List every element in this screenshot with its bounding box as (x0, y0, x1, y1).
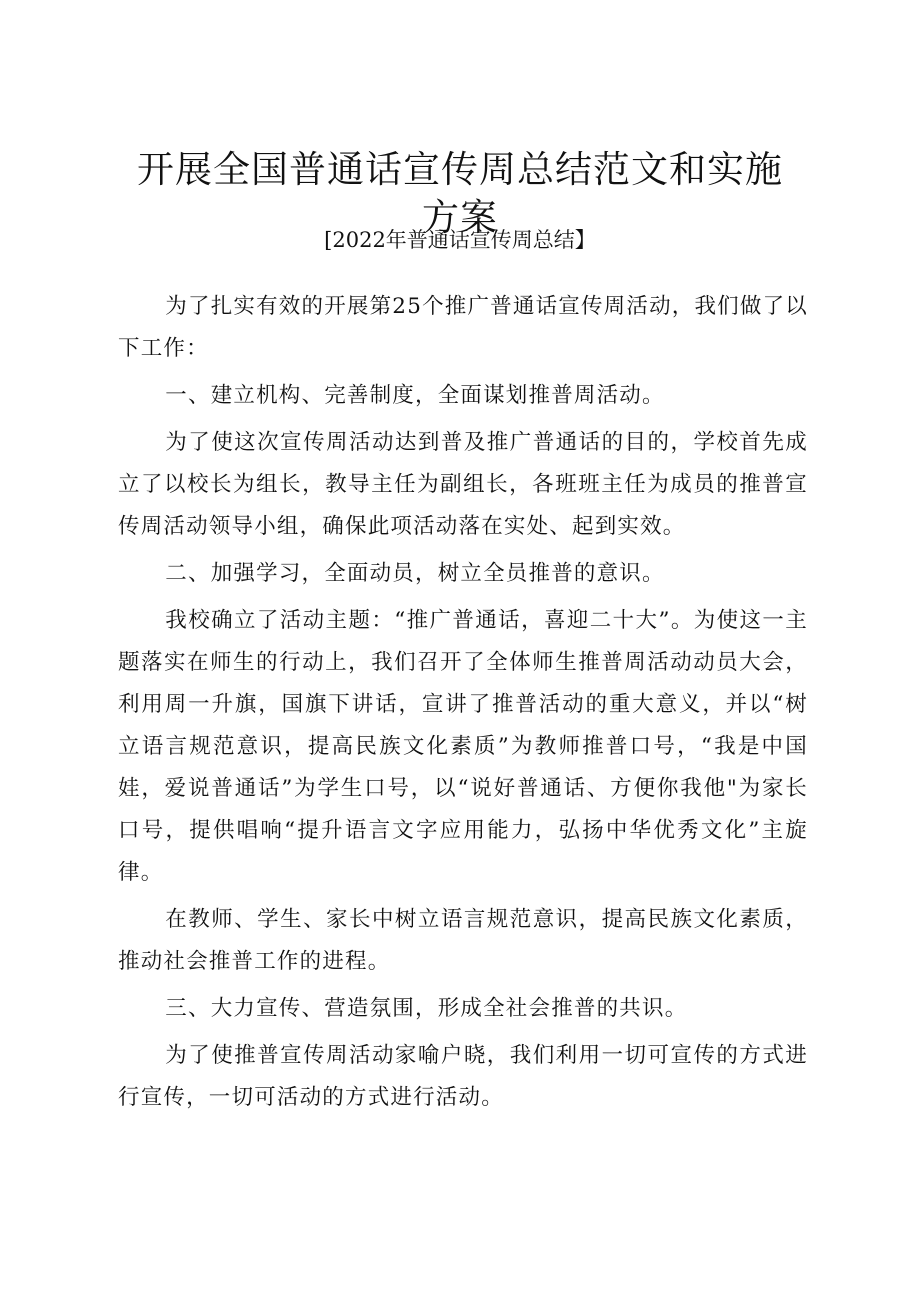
document-body (118, 286, 808, 1124)
document-subtitle: [2022年普通话宣传周总结】 (324, 228, 596, 252)
section-heading: 二、加强学习，全面动员，树立全员推普的意识。 (165, 561, 665, 586)
paragraph: 为了使这次宣传周活动达到普及推广普通话的目的，学校首先成立了以校长为组长，教导主任为副组长，各班班主任为成员的推普宣传周活动领导小组，确保此项活动落在实处、起到实效。 (118, 430, 808, 539)
title-line-1: 开展全国普通话宣传周总结范文和实施 (137, 148, 783, 191)
section-heading: 三、大力宣传、营造氛围，形成全社会推普的共识。 (165, 996, 688, 1021)
paragraph: 在教师、学生、家长中树立语言规范意识，提高民族文化素质，推动社会推普工作的进程。 (118, 907, 808, 974)
paragraph: 为了扎实有效的开展第25个推广普通话宣传周活动，我们做了以下工作： (118, 294, 808, 361)
title-line-2: 方案 (422, 196, 498, 239)
paragraph: 为了使推普宣传周活动家喻户晓，我们利用一切可宣传的方式进行宣传，一切可活动的方式进行活动。 (118, 1043, 808, 1110)
section-heading: 一、建立机构、完善制度，全面谋划推普周活动。 (165, 383, 665, 408)
paragraph: 我校确立了活动主题：“推广普通话，喜迎二十大”。为使这一主题落实在师生的行动上，我们召开了全体师生推普周活动动员大会，利用周一升旗，国旗下讲话，宣讲了推普活动的重大意义，并以“树立语言规范意识，提高民族文化素质”为教师推普口号，“我是中国娃，爱说普通话”为学生口号，以“说好普通话、方便你我他"为家长口号，提供唱响“提升语言文字应用能力，弘扬中华优秀文化”主旋律。 (118, 608, 808, 885)
